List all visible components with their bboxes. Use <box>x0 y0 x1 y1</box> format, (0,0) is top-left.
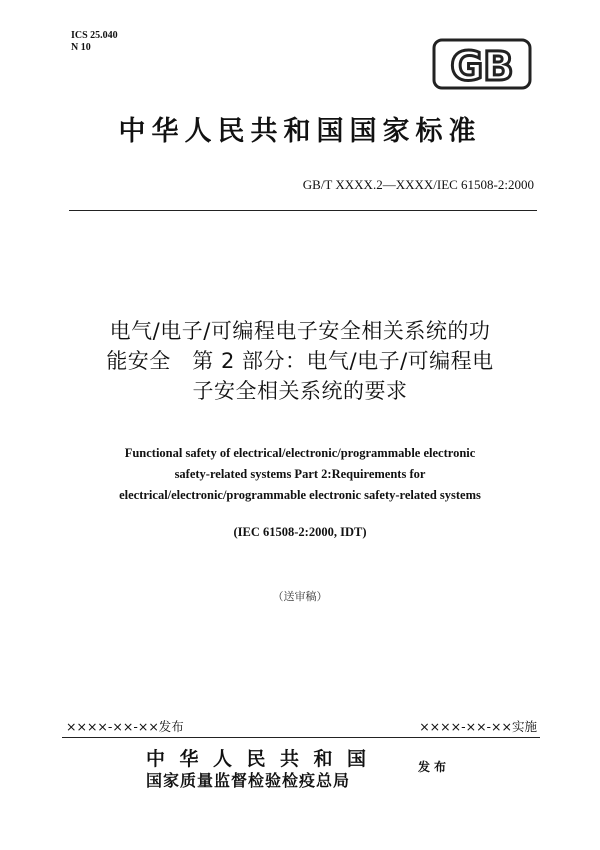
classification-codes <box>71 30 118 54</box>
standard-code: GB/T XXXX.2—XXXX/IEC 61508-2:2000 <box>302 177 534 192</box>
footer-divider <box>62 737 540 738</box>
header-divider <box>69 210 537 211</box>
document-title-cn-line: 子安全相关系统的要求 <box>192 379 408 403</box>
implement-date: ××××-××-××实施 <box>419 719 537 734</box>
ics-code: ICS 25.040 <box>71 30 118 41</box>
document-title-en-line: Functional safety of electrical/electronic/programmable electronic <box>124 446 476 460</box>
national-standard-title: 中华人民共和国国家标准 <box>118 116 482 147</box>
ccs-code: N 10 <box>71 42 91 53</box>
document-title-en-line: electrical/electronic/programmable electronic safety-related systems <box>119 488 481 502</box>
document-title-en-line: safety-related systems Part 2:Requirements for <box>174 467 426 481</box>
document-title-chinese <box>60 316 540 406</box>
draft-note: （送审稿） <box>272 590 328 603</box>
iec-reference: (IEC 61508-2:2000, IDT) <box>233 525 367 539</box>
document-title-cn-line: 能安全 第 2 部分：电气/电子/可编程电 <box>106 349 494 373</box>
publish-date: ××××-××-××发布 <box>66 719 184 734</box>
issuer-line: 国家质量监督检验检疫总局 <box>146 771 351 790</box>
gb-logo-text: GB <box>450 44 514 90</box>
issuing-authority <box>146 748 381 792</box>
gb-logo-icon <box>432 38 532 90</box>
gb-logo <box>432 38 532 90</box>
issue-label: 发布 <box>418 760 451 774</box>
document-title-cn-line: 电气/电子/可编程电子安全相关系统的功 <box>109 319 491 343</box>
document-title-english <box>40 443 560 506</box>
issuer-line: 中华人民共和国 <box>146 748 381 770</box>
